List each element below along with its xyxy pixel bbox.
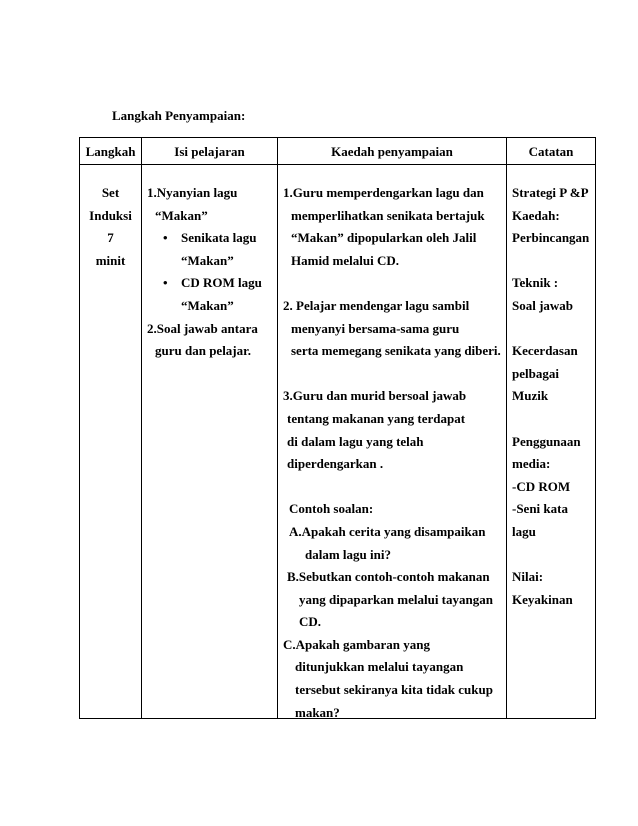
lesson-table — [79, 137, 596, 719]
isi-bullet-sub: “Makan” — [181, 252, 234, 268]
catatan-line — [512, 318, 596, 341]
column-divider — [141, 138, 142, 718]
langkah-cell — [80, 182, 141, 272]
kaedah-line — [283, 272, 505, 295]
kaedah-line: ditunjukkan melalui tayangan — [295, 659, 464, 675]
isi-item-sub: “Makan” — [155, 207, 208, 223]
kaedah-line: “Makan” dipopularkan oleh Jalil — [291, 230, 477, 246]
langkah-line: minit — [95, 252, 126, 268]
catatan-line: -Seni kata — [512, 501, 568, 517]
header-divider — [80, 164, 595, 165]
kaedah-line: 1.Guru memperdengarkan lagu dan — [283, 185, 484, 200]
catatan-line: -CD ROM — [512, 478, 571, 494]
kaedah-line: serta memegang senikata yang diberi. — [291, 343, 501, 359]
isi-bullet-text: Senikata lagu — [181, 230, 257, 246]
catatan-line — [512, 250, 596, 273]
isi-item: 1.Nyanyian lagu — [147, 185, 238, 200]
catatan-line: Nilai: — [512, 569, 544, 585]
column-divider — [277, 138, 278, 718]
kaedah-penyampaian-cell — [283, 182, 505, 724]
kaedah-line: tentang makanan yang terdapat — [287, 410, 466, 426]
kaedah-line: A.Apakah cerita yang disampaikan — [289, 523, 486, 539]
kaedah-line: memperlihatkan senikata bertajuk — [291, 207, 485, 223]
kaedah-line: di dalam lagu yang telah — [287, 433, 424, 449]
kaedah-line — [283, 476, 505, 499]
column-divider — [506, 138, 507, 718]
kaedah-line: yang dipaparkan melalui tayangan — [299, 591, 493, 607]
kaedah-line: diperdengarkan . — [287, 456, 384, 472]
isi-item-sub: guru dan pelajar. — [155, 343, 251, 359]
isi-bullet-sub: “Makan” — [181, 297, 234, 313]
kaedah-line: dalam lagu ini? — [305, 546, 391, 562]
catatan-line: Keyakinan — [512, 591, 573, 607]
isi-bullet-item — [147, 227, 275, 250]
kaedah-line — [283, 363, 505, 386]
catatan-line: media: — [512, 456, 551, 472]
header-langkah: Langkah — [85, 144, 136, 159]
bullet-icon: • — [163, 275, 168, 291]
kaedah-line: B.Sebutkan contoh-contoh makanan — [287, 569, 490, 585]
catatan-cell — [512, 182, 596, 611]
kaedah-line: C.Apakah gambaran yang — [283, 636, 431, 652]
isi-item: 2.Soal jawab antara — [147, 320, 258, 336]
header-isi-pelajaran: Isi pelajaran — [174, 144, 245, 159]
kaedah-line: tersebut sekiranya kita tidak cukup — [295, 682, 493, 698]
kaedah-line: CD. — [299, 614, 322, 630]
isi-bullet-item — [147, 272, 275, 295]
catatan-line — [512, 544, 596, 567]
catatan-line: Muzik — [512, 388, 549, 404]
kaedah-line: 2. Pelajar mendengar lagu sambil — [283, 297, 470, 313]
section-heading: Langkah Penyampaian: — [112, 108, 246, 123]
isi-bullet-text: CD ROM lagu — [181, 275, 262, 291]
bullet-icon: • — [163, 230, 168, 246]
catatan-line: pelbagai — [512, 365, 559, 381]
isi-pelajaran-cell — [147, 182, 275, 363]
catatan-line: Teknik : — [512, 275, 559, 291]
kaedah-line: makan? — [295, 704, 340, 720]
catatan-line: Soal jawab — [512, 297, 574, 313]
catatan-line: lagu — [512, 523, 536, 539]
langkah-line: Set — [101, 185, 120, 200]
catatan-line: Strategi P &P — [512, 185, 589, 200]
catatan-line: Penggunaan — [512, 433, 581, 449]
kaedah-line: menyanyi bersama-sama guru — [291, 320, 460, 336]
catatan-line: Perbincangan — [512, 230, 590, 246]
header-catatan: Catatan — [528, 144, 574, 159]
header-kaedah-penyampaian: Kaedah penyampaian — [331, 144, 453, 159]
catatan-line: Kaedah: — [512, 207, 560, 223]
kaedah-line: Contoh soalan: — [289, 501, 374, 517]
langkah-line: Induksi — [89, 207, 132, 223]
catatan-line: Kecerdasan — [512, 343, 578, 359]
kaedah-line: Hamid melalui CD. — [291, 252, 399, 268]
catatan-line — [512, 408, 596, 431]
kaedah-line: 3.Guru dan murid bersoal jawab — [283, 388, 467, 404]
langkah-line: 7 — [107, 230, 114, 246]
